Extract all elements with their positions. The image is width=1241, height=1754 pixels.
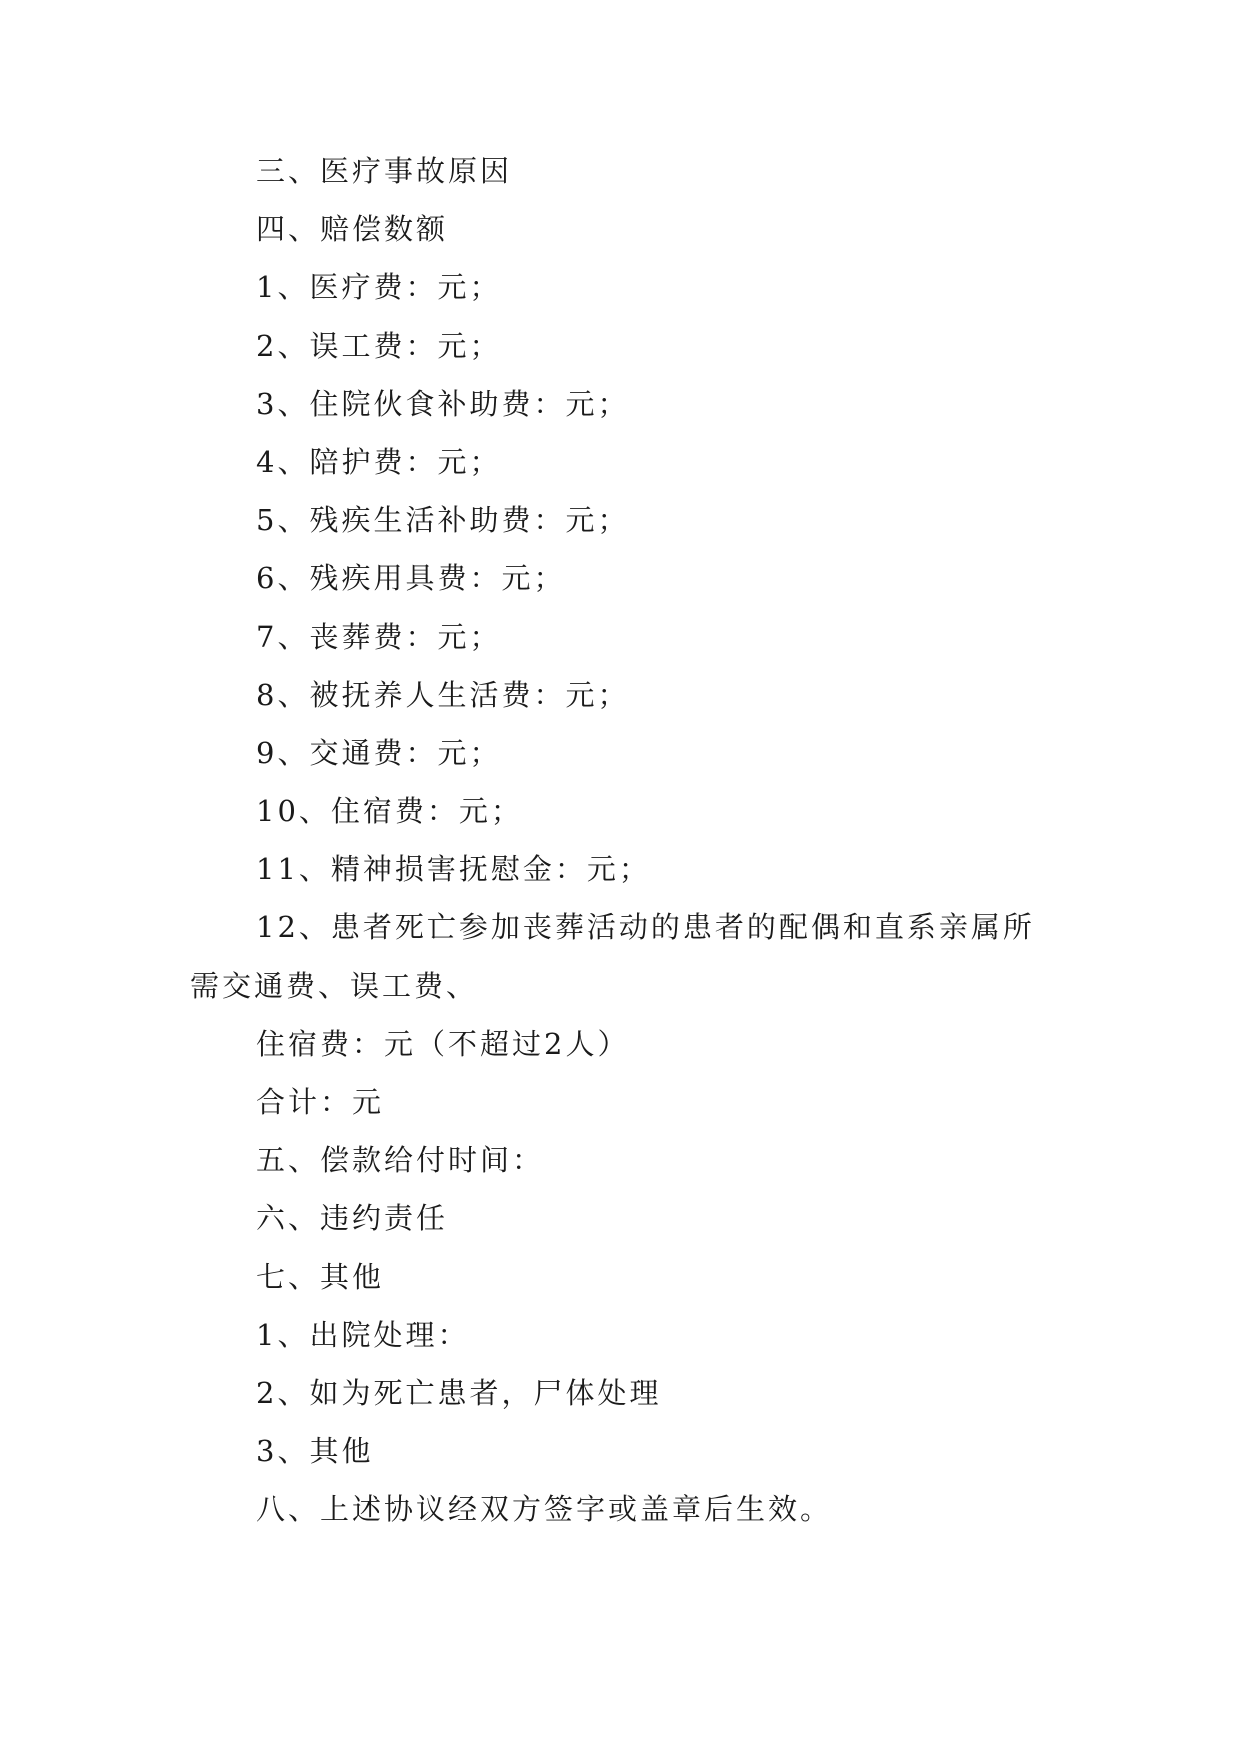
item-disability-living-subsidy: 5、残疾生活补助费：元； [256, 503, 630, 538]
document-body [190, 154, 1060, 1554]
section-heading-payment-time: 五、偿款给付时间： [256, 1143, 545, 1178]
section-heading-accident-cause: 三、医疗事故原因 [256, 154, 513, 188]
total-amount: 合计：元 [256, 1085, 385, 1119]
item-discharge-handling: 1、出院处理： [256, 1317, 470, 1352]
section-heading-breach-liability: 六、违约责任 [256, 1201, 449, 1236]
item-medical-fee: 1、医疗费：元； [256, 270, 502, 305]
item-other: 3、其他 [256, 1434, 374, 1469]
item-body-handling: 2、如为死亡患者，尸体处理 [256, 1375, 662, 1410]
item-accommodation-fee: 10、住宿费：元； [256, 794, 523, 829]
item-transportation-fee: 9、交通费：元； [256, 735, 502, 770]
section-heading-agreement-effective: 八、上述协议经双方签字或盖章后生效。 [256, 1492, 833, 1527]
item-lost-wages: 2、误工费：元； [256, 328, 502, 363]
section-heading-other: 七、其他 [256, 1259, 385, 1294]
item-nursing-fee: 4、陪护费：元； [256, 444, 502, 479]
item-mental-damage-compensation: 11、精神损害抚慰金：元； [256, 852, 651, 887]
item-hospital-meal-subsidy: 3、住院伙食补助费：元； [256, 386, 630, 421]
item-relatives-accommodation-fee: 住宿费：元（不超过2人） [256, 1026, 630, 1061]
item-funeral-relatives-expenses: 12、患者死亡参加丧葬活动的患者的配偶和直系亲属所 [256, 910, 1035, 945]
section-heading-compensation-amount: 四、赔偿数额 [256, 212, 449, 247]
item-funeral-fee: 7、丧葬费：元； [256, 619, 502, 654]
item-dependent-living-expenses: 8、被抚养人生活费：元； [256, 677, 630, 712]
item-disability-aids-fee: 6、残疾用具费：元； [256, 561, 566, 596]
item-funeral-relatives-expenses-continued: 需交通费、误工费、 [190, 968, 479, 1003]
